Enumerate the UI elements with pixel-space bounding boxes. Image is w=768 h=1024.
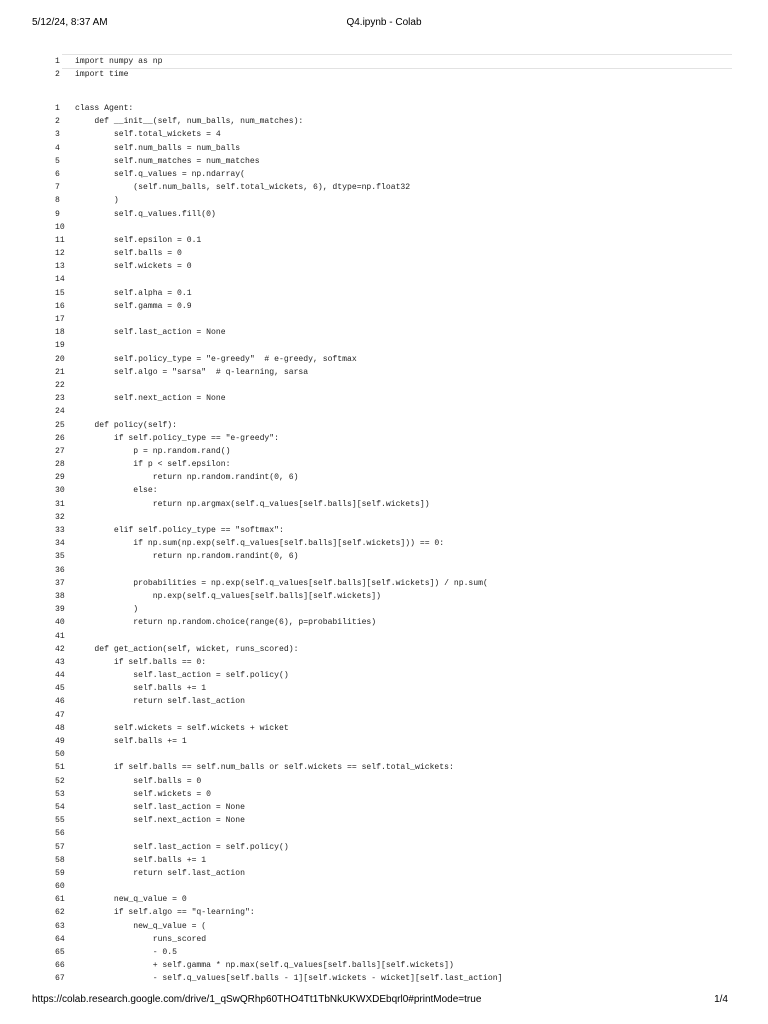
line-number: 20 (55, 354, 65, 364)
code-line (55, 221, 755, 234)
code-line (55, 55, 755, 68)
line-number: 66 (55, 961, 65, 971)
code-cell-agent-class[interactable] (55, 102, 755, 1023)
line-number: 10 (55, 222, 65, 232)
code-line (55, 590, 755, 603)
line-number: 57 (55, 842, 65, 852)
line-number: 29 (55, 473, 65, 483)
line-number: 7 (55, 183, 60, 193)
code-text: self.next_action = None (75, 816, 245, 826)
code-line (55, 603, 755, 616)
line-number: 14 (55, 275, 65, 285)
code-text: self.balls += 1 (75, 737, 187, 746)
code-text: - 0.5 (75, 948, 177, 957)
line-number: 15 (55, 288, 65, 298)
code-line (55, 484, 755, 497)
code-line (55, 392, 755, 405)
code-line (55, 471, 755, 484)
code-text: if self.policy_type == "e-greedy": (75, 433, 279, 443)
code-text: self.balls = 0 (75, 249, 182, 259)
line-number: 2 (55, 117, 60, 127)
line-number: 5 (55, 156, 60, 166)
line-number: 43 (55, 657, 65, 667)
line-number: 3 (55, 130, 60, 140)
code-line (55, 155, 755, 168)
line-number: 51 (55, 763, 65, 773)
code-line (55, 194, 755, 207)
code-text: new_q_value = 0 (75, 895, 187, 905)
code-text: self.wickets = 0 (75, 262, 192, 272)
code-line (55, 181, 755, 194)
line-number: 19 (55, 341, 65, 351)
line-number: 36 (55, 565, 65, 575)
line-number: 39 (55, 605, 65, 615)
code-line (55, 445, 755, 458)
code-line (55, 709, 755, 722)
code-text: self.num_balls = num_balls (75, 143, 241, 153)
code-line (55, 260, 755, 273)
line-number: 59 (55, 868, 65, 878)
line-number: 25 (55, 420, 65, 430)
code-line (55, 920, 755, 933)
code-line (55, 630, 755, 643)
code-line (55, 669, 755, 682)
code-text: - self.q_values[self.balls - 1][self.wickets - wicket][self.last_action] (75, 974, 503, 984)
code-text: else: (75, 486, 158, 496)
line-number: 58 (55, 855, 65, 865)
code-text: if self.balls == 0: (75, 657, 207, 667)
print-url: https://colab.research.google.com/drive/1_qSwQRhp60THO4Tt1TbNkUKWXDEbqrl0#printMode=true (32, 994, 482, 1005)
code-line (55, 906, 755, 919)
code-text: def policy(self): (75, 420, 177, 430)
code-text: def __init__(self, num_balls, num_matches): (75, 117, 304, 127)
line-number: 16 (55, 301, 65, 311)
line-number: 63 (55, 921, 65, 931)
code-text: self.q_values = np.ndarray( (75, 169, 245, 179)
code-text: self.balls = 0 (75, 776, 202, 786)
code-text: self.balls += 1 (75, 684, 207, 694)
line-number: 26 (55, 433, 65, 443)
line-number: 31 (55, 499, 65, 509)
code-text: ) (75, 196, 119, 206)
code-line (55, 788, 755, 801)
code-text: + self.gamma * np.max(self.q_values[self.balls][self.wickets]) (75, 961, 454, 971)
code-line (55, 168, 755, 181)
code-line (55, 867, 755, 880)
code-line (55, 115, 755, 128)
code-line (55, 775, 755, 788)
code-text: self.epsilon = 0.1 (75, 235, 202, 245)
code-text: p = np.random.rand() (75, 446, 231, 456)
code-text: self.last_action = self.policy() (75, 842, 289, 852)
line-number: 40 (55, 618, 65, 628)
line-number: 62 (55, 908, 65, 918)
code-line (55, 827, 755, 840)
line-number: 65 (55, 948, 65, 957)
code-line (55, 735, 755, 748)
line-number: 55 (55, 816, 65, 826)
code-line (55, 722, 755, 735)
line-number: 53 (55, 789, 65, 799)
line-number: 2 (55, 70, 60, 80)
line-number: 35 (55, 552, 65, 562)
code-text: class Agent: (75, 104, 134, 113)
line-number: 17 (55, 315, 65, 324)
code-text: import numpy as np (75, 57, 163, 66)
code-text: self.algo = "sarsa" # q-learning, sarsa (75, 367, 309, 377)
code-text: self.gamma = 0.9 (75, 301, 192, 311)
code-text: self.wickets = self.wickets + wicket (75, 723, 289, 733)
code-text: return np.random.randint(0, 6) (75, 473, 299, 483)
code-line (55, 379, 755, 392)
line-number: 67 (55, 974, 65, 984)
code-text: runs_scored (75, 934, 207, 944)
line-number: 32 (55, 512, 65, 522)
line-number: 56 (55, 829, 65, 839)
code-text: self.last_action = None (75, 802, 245, 812)
line-number: 64 (55, 934, 65, 944)
code-line (55, 933, 755, 946)
line-number: 42 (55, 644, 65, 654)
code-text: return np.argmax(self.q_values[self.balls][self.wickets]) (75, 499, 430, 509)
code-text: return np.random.choice(range(6), p=probabilities) (75, 618, 377, 628)
code-line (55, 550, 755, 563)
line-number: 6 (55, 169, 60, 179)
code-text: ) (75, 605, 139, 615)
line-number: 33 (55, 526, 65, 535)
line-number: 22 (55, 380, 65, 390)
code-text: self.num_matches = num_matches (75, 156, 260, 166)
code-line (55, 458, 755, 471)
line-number: 23 (55, 394, 65, 404)
code-text: elif self.policy_type == "softmax": (75, 526, 284, 535)
line-number: 48 (55, 723, 65, 733)
line-number: 4 (55, 143, 60, 153)
code-line (55, 68, 755, 81)
line-number: 44 (55, 671, 65, 681)
code-line (55, 234, 755, 247)
line-number: 1 (55, 104, 60, 113)
line-number: 37 (55, 578, 65, 588)
code-line (55, 959, 755, 972)
code-text: np.exp(self.q_values[self.balls][self.wickets]) (75, 591, 381, 601)
line-number: 9 (55, 209, 60, 219)
line-number: 12 (55, 249, 65, 259)
line-number: 34 (55, 539, 65, 549)
code-text: self.last_action = None (75, 328, 226, 338)
code-line (55, 511, 755, 524)
cell-inner-divider (62, 68, 732, 69)
code-line (55, 498, 755, 511)
line-number: 45 (55, 684, 65, 694)
line-number: 60 (55, 882, 65, 892)
code-line (55, 339, 755, 352)
code-line (55, 893, 755, 906)
code-text: if p < self.epsilon: (75, 460, 231, 470)
page-title: Q4.ipynb - Colab (346, 17, 422, 28)
code-line (55, 854, 755, 867)
code-text: self.alpha = 0.1 (75, 288, 192, 298)
code-line (55, 300, 755, 313)
code-line (55, 524, 755, 537)
code-line (55, 577, 755, 590)
code-text: self.policy_type = "e-greedy" # e-greedy, softmax (75, 354, 357, 364)
code-line (55, 761, 755, 774)
code-line (55, 643, 755, 656)
code-line (55, 419, 755, 432)
page-number: 1/4 (714, 994, 728, 1005)
code-line (55, 247, 755, 260)
code-text: probabilities = np.exp(self.q_values[self.balls][self.wickets]) / np.sum( (75, 578, 488, 588)
code-line (55, 432, 755, 445)
code-text: return np.random.randint(0, 6) (75, 552, 299, 562)
line-number: 27 (55, 446, 65, 456)
code-line (55, 814, 755, 827)
line-number: 38 (55, 591, 65, 601)
line-number: 13 (55, 262, 65, 272)
code-line (55, 366, 755, 379)
code-line (55, 537, 755, 550)
line-number: 52 (55, 776, 65, 786)
code-text: if self.algo == "q-learning": (75, 908, 255, 918)
code-line (55, 128, 755, 141)
code-text: return self.last_action (75, 697, 245, 707)
line-number: 54 (55, 802, 65, 812)
code-line (55, 208, 755, 221)
code-text: def get_action(self, wicket, runs_scored): (75, 644, 299, 654)
line-number: 46 (55, 697, 65, 707)
code-line (55, 102, 755, 115)
line-number: 1 (55, 57, 60, 66)
code-line (55, 656, 755, 669)
code-text: new_q_value = ( (75, 921, 207, 931)
code-line (55, 405, 755, 418)
line-number: 8 (55, 196, 60, 206)
code-text: self.last_action = self.policy() (75, 671, 289, 681)
code-line (55, 801, 755, 814)
line-number: 47 (55, 710, 65, 720)
code-line (55, 695, 755, 708)
line-number: 41 (55, 631, 65, 641)
print-datetime: 5/12/24, 8:37 AM (32, 17, 108, 28)
code-line (55, 313, 755, 326)
line-number: 21 (55, 367, 65, 377)
line-number: 61 (55, 895, 65, 905)
code-line (55, 142, 755, 155)
code-text: self.next_action = None (75, 394, 226, 404)
code-line (55, 748, 755, 761)
code-text: if self.balls == self.num_balls or self.wickets == self.total_wickets: (75, 763, 454, 773)
code-text: self.total_wickets = 4 (75, 130, 221, 140)
line-number: 30 (55, 486, 65, 496)
code-text: (self.num_balls, self.total_wickets, 6), dtype=np.float32 (75, 183, 411, 193)
code-text: return self.last_action (75, 868, 245, 878)
line-number: 49 (55, 737, 65, 746)
line-number: 11 (55, 235, 65, 245)
code-line (55, 841, 755, 854)
code-line (55, 353, 755, 366)
code-text: self.q_values.fill(0) (75, 209, 216, 219)
line-number: 24 (55, 407, 65, 417)
code-line (55, 564, 755, 577)
code-line (55, 616, 755, 629)
code-line (55, 273, 755, 286)
code-text: self.balls += 1 (75, 855, 207, 865)
code-line (55, 972, 755, 985)
line-number: 50 (55, 750, 65, 760)
code-line (55, 326, 755, 339)
code-line (55, 287, 755, 300)
code-line (55, 880, 755, 893)
code-line (55, 682, 755, 695)
code-text: self.wickets = 0 (75, 789, 211, 799)
code-text: import time (75, 70, 129, 80)
line-number: 18 (55, 328, 65, 338)
line-number: 28 (55, 460, 65, 470)
code-line (55, 946, 755, 959)
code-text: if np.sum(np.exp(self.q_values[self.balls][self.wickets])) == 0: (75, 539, 445, 549)
